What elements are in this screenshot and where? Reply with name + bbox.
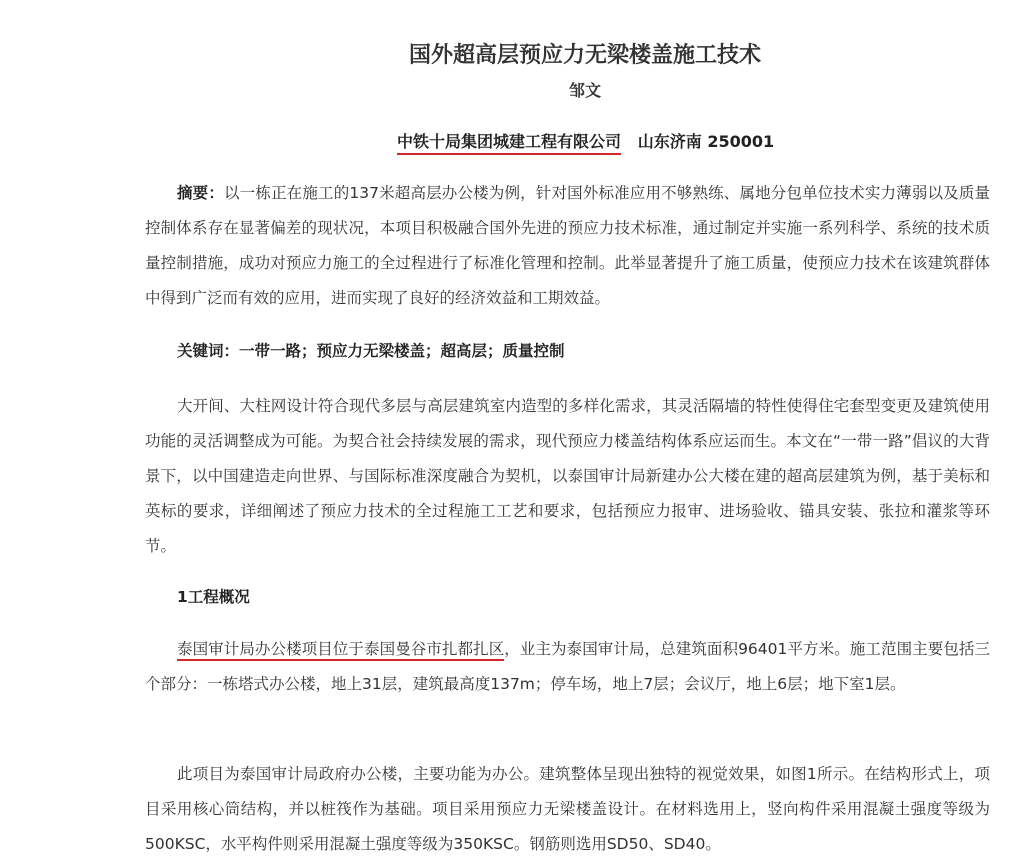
affiliation-org: 中铁十局集团城建工程有限公司 [397, 132, 621, 155]
affiliation [397, 129, 774, 152]
affiliation-spacer [627, 132, 633, 151]
overview-text: ，业主为泰国审计局，总建筑面积96401平方米。施工范围主要包括三个部分：一栋塔式办公楼，地上31层，建筑最高度137m；停车场，地上7层；会议厅，地上6层；地下室1层。 [145, 640, 990, 693]
keywords-line: 关键词：一带一路；预应力无梁楼盖；超高层；质量控制 [177, 342, 565, 360]
paper-title: 国外超高层预应力无梁楼盖施工技术 [408, 43, 761, 68]
abstract-label: 摘要： [177, 184, 225, 202]
structure-paragraph: 此项目为泰国审计局政府办公楼，主要功能为办公。建筑整体呈现出独特的视觉效果，如图1所示。在结构形式上，项目采用核心筒结构，并以桩筏作为基础。项目采用预应力无梁楼盖设计。在材料选用上，竖向构件采用混凝土强度等级为500KSC，水平构件则采用混凝土强度等级为350KSC。钢筋则选用SD50、SD40。 [145, 765, 990, 853]
abstract-paragraph [145, 176, 990, 316]
overview-paragraph [145, 632, 990, 702]
affiliation-location: 山东济南 250001 [637, 132, 775, 151]
overview-location-highlight: 泰国审计局办公楼项目位于泰国曼谷市扎都扎区 [177, 640, 504, 661]
author-name: 邹文 [568, 81, 601, 100]
intro-paragraph: 大开间、大柱网设计符合现代多层与高层建筑室内造型的多样化需求，其灵活隔墙的特性使得住宅套型变更及建筑使用功能的灵活调整成为可能。为契合社会持续发展的需求，现代预应力楼盖结构体系应运而生。本文在“一带一路”倡议的大背景下，以中国建造走向世界、与国际标准深度融合为契机，以泰国审计局新建办公大楼在建的超高层建筑为例，基于美标和英标的要求，详细阐述了预应力技术的全过程施工工艺和要求，包括预应力报审、进场验收、锚具安装、张拉和灌浆等环节。 [145, 397, 990, 555]
section-heading-1: 1工程概况 [177, 588, 250, 606]
abstract-text: 以一栋正在施工的137米超高层办公楼为例，针对国外标准应用不够熟练、属地分包单位技术实力薄弱以及质量控制体系存在显著偏差的现状况，本项目积极融合国外先进的预应力技术标准，通过制定并实施一系列科学、系统的技术质量控制措施，成功对预应力施工的全过程进行了标准化管理和控制。此举显著提升了施工质量，使预应力技术在该建筑群体中得到广泛而有效的应用，进而实现了良好的经济效益和工期效益。 [145, 184, 990, 307]
